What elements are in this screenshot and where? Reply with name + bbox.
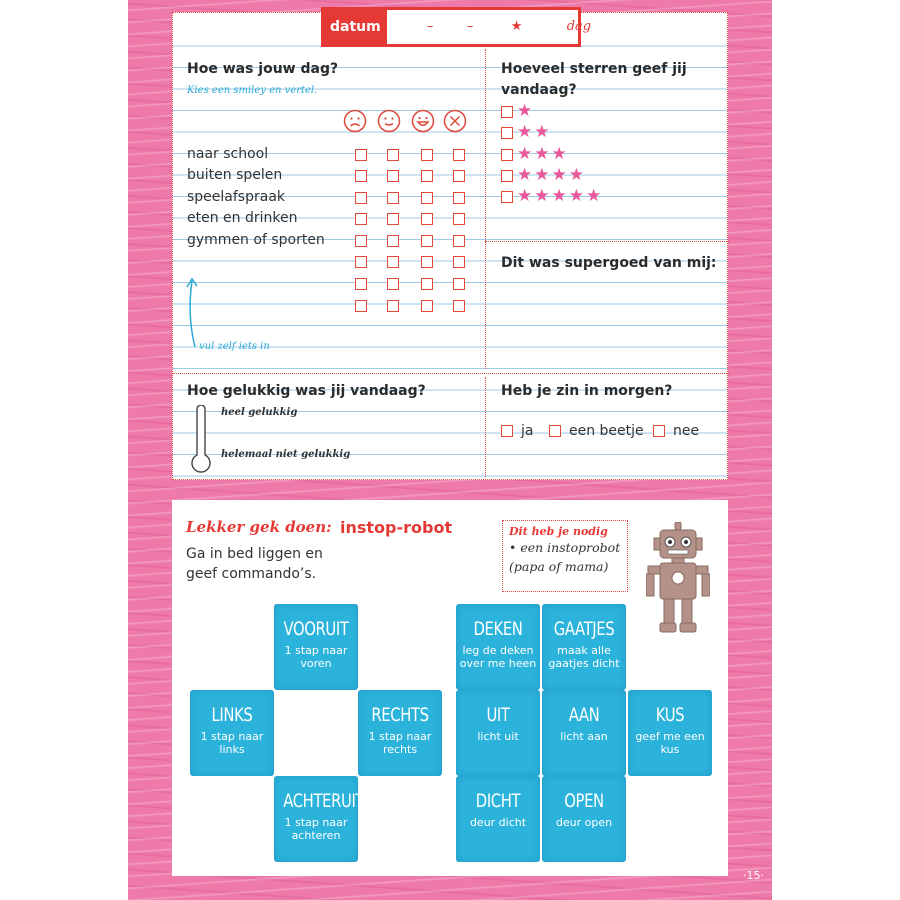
star-icon: ★ bbox=[551, 144, 567, 164]
intro-line: Ga in bed liggen en bbox=[186, 546, 323, 562]
day-hint: Kies een smiley en vertel. bbox=[187, 85, 318, 96]
activity-row-label: gymmen of sporten bbox=[187, 232, 325, 248]
smiley-checkbox[interactable] bbox=[421, 300, 433, 312]
checkbox[interactable] bbox=[501, 191, 513, 203]
card-description: maak alle gaatjes dicht bbox=[548, 644, 620, 670]
card-title: RECHTS bbox=[371, 704, 429, 726]
activity-row-label: eten en drinken bbox=[187, 210, 298, 226]
smiley-checkbox[interactable] bbox=[355, 256, 367, 268]
command-card-kus[interactable] bbox=[628, 690, 712, 776]
card-description: geef me een kus bbox=[635, 730, 705, 756]
smiley-checkbox[interactable] bbox=[421, 235, 433, 247]
star-icon: ★ bbox=[551, 165, 567, 185]
star-icon: ★ bbox=[534, 186, 550, 206]
card-description: 1 stap naar links bbox=[200, 730, 264, 756]
smiley-checkbox[interactable] bbox=[421, 149, 433, 161]
stars-title-line1: Hoeveel sterren geef jij bbox=[501, 61, 687, 77]
star-icon: ★ bbox=[534, 165, 550, 185]
card-title: KUS bbox=[655, 704, 685, 726]
card-title: LINKS bbox=[211, 704, 253, 726]
column-divider bbox=[485, 49, 486, 369]
smiley-checkbox[interactable] bbox=[421, 170, 433, 182]
section-divider bbox=[173, 373, 729, 374]
card-description: 1 stap naar voren bbox=[284, 644, 348, 670]
star-icon: ★ bbox=[517, 144, 533, 164]
activity-sheet bbox=[172, 500, 728, 876]
needs-title: Dit heb je nodig bbox=[509, 525, 608, 538]
option-label: ja bbox=[521, 423, 534, 439]
page-background bbox=[128, 0, 772, 900]
smiley-checkbox[interactable] bbox=[453, 278, 465, 290]
date-field[interactable] bbox=[387, 10, 592, 44]
star-icon: ★ bbox=[517, 165, 533, 185]
activity-row-label: naar school bbox=[187, 146, 269, 162]
smiley-checkbox[interactable] bbox=[355, 278, 367, 290]
smiley-checkbox[interactable] bbox=[387, 300, 399, 312]
card-description: leg de deken over me heen bbox=[459, 644, 537, 670]
day-label: dag bbox=[566, 19, 592, 34]
star-icon: ★ bbox=[551, 186, 567, 206]
smiley-checkbox[interactable] bbox=[453, 149, 465, 161]
smiley-checkbox[interactable] bbox=[453, 300, 465, 312]
smiley-checkbox[interactable] bbox=[387, 278, 399, 290]
star-icon: ★ bbox=[517, 122, 533, 142]
happy-top-label: heel gelukkig bbox=[221, 407, 298, 418]
happy-face-icon bbox=[377, 109, 401, 133]
card-title: ACHTERUIT bbox=[283, 790, 365, 812]
option-label: een beetje bbox=[569, 423, 644, 439]
date-dash: – bbox=[466, 19, 474, 34]
tomorrow-title: Heb je zin in morgen? bbox=[501, 383, 673, 399]
star-icon: ★ bbox=[517, 101, 533, 121]
sad-face-icon bbox=[343, 109, 367, 133]
command-card-open[interactable] bbox=[542, 776, 626, 862]
happy-bottom-label: helemaal niet gelukkig bbox=[221, 449, 351, 460]
fill-in-hint: vul zelf iets in bbox=[199, 341, 270, 352]
smiley-checkbox[interactable] bbox=[421, 192, 433, 204]
card-title: AAN bbox=[568, 704, 600, 726]
card-description: licht uit bbox=[477, 730, 519, 743]
date-dash: – bbox=[426, 19, 434, 34]
smiley-checkbox[interactable] bbox=[387, 170, 399, 182]
smiley-checkbox[interactable] bbox=[355, 192, 367, 204]
activity-title: instop-robot bbox=[340, 518, 453, 537]
checkbox[interactable] bbox=[501, 425, 513, 437]
smiley-checkbox[interactable] bbox=[355, 170, 367, 182]
card-description: 1 stap naar rechts bbox=[368, 730, 432, 756]
smiley-checkbox[interactable] bbox=[387, 256, 399, 268]
option-label: nee bbox=[673, 423, 700, 439]
command-card-aan[interactable] bbox=[542, 690, 626, 776]
card-title: DEKEN bbox=[473, 618, 523, 640]
checkbox[interactable] bbox=[501, 170, 513, 182]
checkbox[interactable] bbox=[653, 425, 665, 437]
star-option-4[interactable] bbox=[501, 167, 586, 184]
star-icon: ★ bbox=[534, 144, 550, 164]
command-card-deken[interactable] bbox=[456, 604, 540, 690]
smiley-checkbox[interactable] bbox=[355, 300, 367, 312]
smiley-checkbox[interactable] bbox=[387, 235, 399, 247]
smiley-checkbox[interactable] bbox=[453, 192, 465, 204]
star-icon: ★ bbox=[568, 186, 584, 206]
card-title: VOORUIT bbox=[283, 618, 349, 640]
robot-icon bbox=[646, 522, 710, 634]
intro-line: geef commando’s. bbox=[186, 566, 317, 582]
stars-title-line2: vandaag? bbox=[501, 82, 577, 98]
card-title: UIT bbox=[486, 704, 510, 726]
card-description: 1 stap naar achteren bbox=[284, 816, 348, 842]
star-option-1[interactable] bbox=[501, 103, 534, 120]
card-title: DICHT bbox=[475, 790, 521, 812]
activity-title-script: Lekker gek doen: bbox=[186, 518, 332, 536]
smiley-checkbox[interactable] bbox=[421, 256, 433, 268]
command-card-dicht[interactable] bbox=[456, 776, 540, 862]
star-option-5[interactable] bbox=[501, 188, 603, 205]
activity-row-label: speelafspraak bbox=[187, 189, 286, 205]
needs-item: • een instoprobot bbox=[509, 540, 621, 555]
needs-box bbox=[502, 520, 628, 592]
big-smile-face-icon bbox=[411, 109, 435, 133]
smiley-checkbox[interactable] bbox=[421, 213, 433, 225]
checkbox[interactable] bbox=[501, 127, 513, 139]
command-card-achteruit[interactable] bbox=[274, 776, 365, 862]
star-option-2[interactable] bbox=[501, 124, 552, 141]
command-card-vooruit[interactable] bbox=[274, 604, 358, 690]
page-number: ·15· bbox=[743, 869, 764, 882]
smiley-checkbox[interactable] bbox=[453, 256, 465, 268]
smiley-checkbox[interactable] bbox=[355, 149, 367, 161]
card-title: OPEN bbox=[564, 790, 604, 812]
option-no[interactable] bbox=[653, 423, 699, 439]
smiley-checkbox[interactable] bbox=[387, 213, 399, 225]
date-bar[interactable] bbox=[321, 7, 592, 47]
command-card-links[interactable] bbox=[190, 690, 274, 776]
happy-title: Hoe gelukkig was jij vandaag? bbox=[187, 383, 426, 399]
smiley-checkbox[interactable] bbox=[453, 170, 465, 182]
smiley-checkbox[interactable] bbox=[421, 278, 433, 290]
star-icon: ★ bbox=[568, 165, 584, 185]
star-icon: ★ bbox=[534, 122, 550, 142]
star-icon: ★ bbox=[586, 186, 602, 206]
needs-item: (papa of mama) bbox=[509, 559, 609, 574]
arrow-up-icon bbox=[183, 275, 203, 351]
diary-sheet bbox=[172, 12, 728, 480]
smiley-checkbox[interactable] bbox=[453, 235, 465, 247]
smiley-checkbox[interactable] bbox=[387, 192, 399, 204]
star-icon: ★ bbox=[517, 186, 533, 206]
smiley-checkbox[interactable] bbox=[355, 213, 367, 225]
date-star-icon: ★ bbox=[510, 19, 523, 34]
option-a-bit[interactable] bbox=[549, 423, 644, 439]
smiley-checkbox[interactable] bbox=[355, 235, 367, 247]
card-description: licht aan bbox=[560, 730, 608, 743]
card-title: GAATJES bbox=[553, 618, 615, 640]
cross-icon bbox=[443, 109, 467, 133]
checkbox[interactable] bbox=[501, 149, 513, 161]
checkbox[interactable] bbox=[501, 106, 513, 118]
activity-intro bbox=[186, 544, 323, 584]
activity-row-label: buiten spelen bbox=[187, 167, 283, 183]
day-title: Hoe was jouw dag? bbox=[187, 61, 339, 77]
column-divider bbox=[485, 377, 486, 477]
section-divider bbox=[485, 241, 729, 242]
card-description: deur open bbox=[555, 816, 613, 829]
card-description: deur dicht bbox=[469, 816, 527, 829]
checkbox[interactable] bbox=[549, 425, 561, 437]
date-label: datum bbox=[324, 10, 387, 44]
smiley-checkbox[interactable] bbox=[453, 213, 465, 225]
command-card-uit[interactable] bbox=[456, 690, 540, 776]
star-option-3[interactable] bbox=[501, 146, 569, 163]
thermometer-icon bbox=[189, 405, 213, 475]
command-card-rechts[interactable] bbox=[358, 690, 442, 776]
great-title: Dit was supergoed van mij: bbox=[501, 255, 717, 271]
smiley-checkbox[interactable] bbox=[387, 149, 399, 161]
command-card-gaatjes[interactable] bbox=[542, 604, 626, 690]
option-yes[interactable] bbox=[501, 423, 533, 439]
